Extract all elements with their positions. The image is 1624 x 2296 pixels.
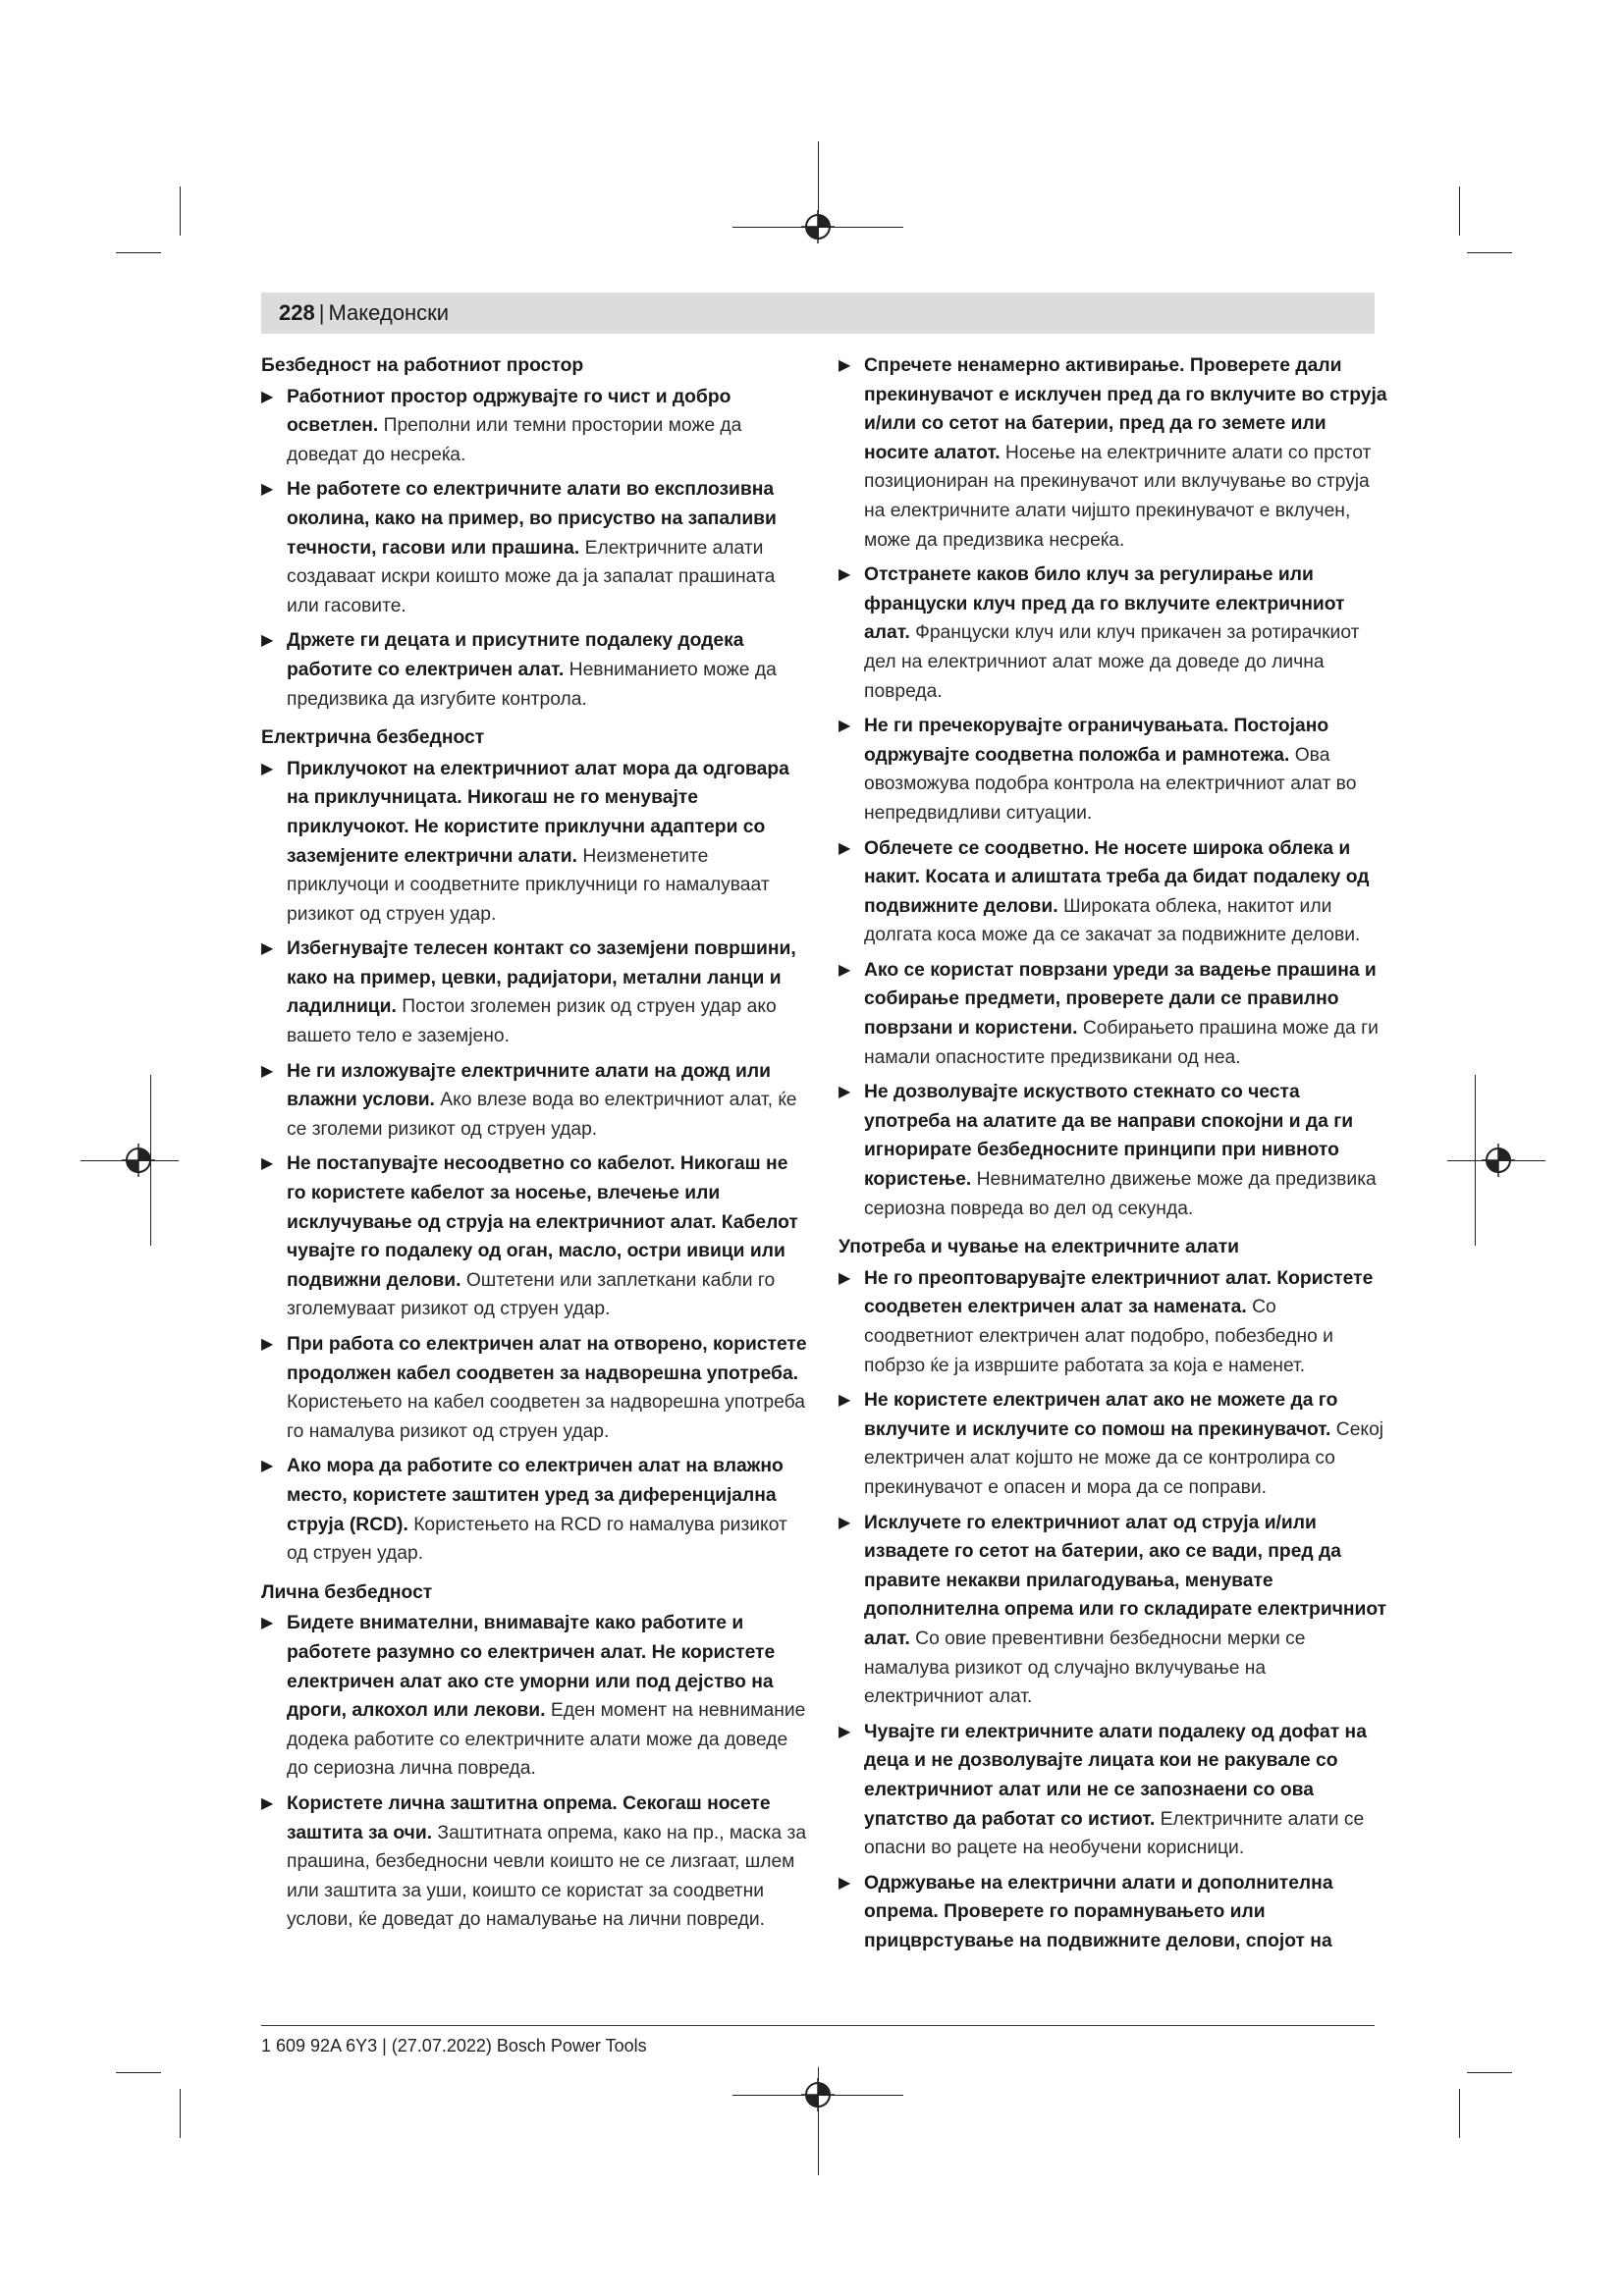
item-emphasis: Користете лична заштитна опрема. Секогаш носете заштита за очи.	[287, 1792, 771, 1843]
bullet-arrow-icon: ▶	[839, 961, 851, 979]
bullet-arrow-icon: ▶	[261, 632, 274, 650]
bullet-arrow-icon: ▶	[839, 1514, 851, 1531]
item-emphasis: Не користете електричен алат ако не можете да го вклучите и исклучите со помош на прекинувачот.	[864, 1390, 1338, 1440]
item-emphasis: Држете ги децата и присутните подалеку додека работите со електричен алат.	[287, 630, 744, 680]
footer-text: 1 609 92A 6Y3 | (27.07.2022) Bosch Power Tools	[261, 2036, 647, 2056]
item-emphasis: Спречете ненамерно активирање. Проверете дали прекинувачот е исклучен пред да го вклучите во струја и/или со сетот на батерии, пред да го земете или носите алатот.	[864, 355, 1387, 463]
bullet-arrow-icon: ▶	[839, 1084, 851, 1101]
item-body: Преполни или темни простории може да доведат до несреќа.	[287, 415, 742, 465]
registration-target-icon	[1482, 1144, 1515, 1177]
list-item	[839, 561, 1388, 706]
item-emphasis: При работа со електричен алат на отворено, користете продолжен кабел соодветен за надворешна употреба.	[287, 1334, 807, 1384]
item-body: Оштетени или заплеткани кабли го зголемуваат ризикот од струен удар.	[287, 1269, 776, 1320]
bullet-arrow-icon: ▶	[261, 388, 274, 405]
bullet-arrow-icon: ▶	[261, 760, 274, 777]
list-item	[839, 1869, 1388, 1956]
list-item	[839, 1386, 1388, 1502]
list-item	[261, 1609, 811, 1784]
bullet-arrow-icon: ▶	[261, 1794, 274, 1812]
right-column	[839, 351, 1388, 1961]
item-body: Користењето на RCD го намалува ризикот од струен удар.	[287, 1514, 787, 1565]
item-body: Електричните алати создаваат искри коишто може да ја запалат прашината или гасовите.	[287, 537, 776, 616]
list-item	[261, 1789, 811, 1935]
bullet-arrow-icon: ▶	[261, 940, 274, 958]
list-item	[261, 383, 811, 470]
bullet-arrow-icon: ▶	[839, 1269, 851, 1287]
list-item	[839, 1718, 1388, 1863]
reg-line-right-v	[1475, 1075, 1476, 1246]
page-header	[261, 293, 1375, 334]
item-emphasis: Не работете со електричните алати во експлозивна околина, како на пример, во присуство на запаливи течности, гасови или прашина.	[287, 479, 777, 559]
header-text	[279, 299, 449, 327]
item-body: Невнимателно движење може да предизвика сериозна повреда во дел од секунда.	[864, 1169, 1377, 1219]
item-body: Неизменетите приклучоци и соодветните приклучници го намалуваат ризикот од струен удар.	[287, 845, 770, 925]
footer-rule	[261, 2025, 1375, 2026]
item-body: Постои зголемен ризик од струен удар ако вашето тело е заземјено.	[287, 996, 777, 1047]
registration-target-icon	[801, 2078, 835, 2111]
bullet-arrow-icon: ▶	[261, 481, 274, 499]
crop-mark-bottom-left-h	[116, 2072, 161, 2073]
bullet-arrow-icon: ▶	[839, 357, 851, 374]
section-heading: Безбедност на работниот простор	[261, 355, 584, 376]
item-body: Заштитната опрема, како на пр., маска за прашина, безбедносни чевли коишто не се лизгаат, шлем или заштита за уши, коишто се користат за соодветни услови, ќе доведат до намалување на лични повреди.	[287, 1822, 807, 1931]
item-emphasis: Не дозволувајте искуството стекнато со честа употреба на алатите да ве направи спокојни и да ги игнорирате безбедносните принципи при нивното користење.	[864, 1082, 1354, 1191]
item-emphasis: Ако мора да работите со електричен алат на влажно место, користете заштитен уред за диференцијална струја (RCD).	[287, 1456, 784, 1535]
bullet-arrow-icon: ▶	[839, 839, 851, 857]
list-item	[839, 1509, 1388, 1712]
item-emphasis: Избегнувајте телесен контакт со заземјени површини, како на пример, цевки, радијатори, метални ланци и ладилници.	[287, 938, 796, 1018]
bullet-arrow-icon: ▶	[839, 1392, 851, 1410]
section-heading: Лична безбедност	[261, 1581, 433, 1603]
item-body: Секој електричен алат којшто не може да се контролира со прекинувачот е опасен и мора да се поправи.	[864, 1418, 1384, 1498]
crop-mark-top-left-h	[116, 252, 161, 253]
list-item	[261, 934, 811, 1050]
list-item	[839, 712, 1388, 828]
item-body: Француски клуч или клуч прикачен за ротирачкиот дел на електричниот алат може да доведе до лична повреда.	[864, 622, 1360, 702]
crop-mark-bottom-right-h	[1467, 2072, 1512, 2073]
item-emphasis: Работниот простор одржувајте го чист и добро осветлен.	[287, 386, 731, 437]
list-item	[261, 1330, 811, 1446]
bullet-arrow-icon: ▶	[261, 1062, 274, 1080]
item-body: Ова овозможува подобра контрола на електричниот алат во непредвидливи ситуации.	[864, 744, 1357, 824]
registration-target-icon	[122, 1144, 155, 1177]
item-body: Ако влезе вода во електричниот алат, ќе се зголеми ризикот од струен удар.	[287, 1090, 797, 1140]
list-item	[839, 834, 1388, 950]
crop-mark-bottom-left-v	[180, 2089, 181, 2138]
item-body: Со овие превентивни безбедносни мерки се намалува ризикот од случајно вклучување на електричниот алат.	[864, 1628, 1306, 1708]
bullet-arrow-icon: ▶	[839, 1723, 851, 1740]
item-body: Носење на електричните алати со прстот позициониран на прекинувачот или вклучување во струја на електричните алати чијшто прекинувачот е вклучен, може да предизвика несреќа.	[864, 442, 1372, 551]
header-separator: |	[318, 300, 325, 325]
item-body: Користењето на кабел соодветен за надворешна употреба го намалува ризикот од струен удар.	[287, 1392, 805, 1442]
item-body: Невниманието може да предизвика да изгубите контрола.	[287, 659, 777, 710]
item-emphasis: Отстранете каков било клуч за регулирање или француски клуч пред да го вклучите електричниот алат.	[864, 564, 1345, 644]
item-emphasis: Не ги пречекорувајте ограничувањата. Постојано одржувајте соодветна положба и рамнотежа.	[864, 716, 1329, 766]
bullet-arrow-icon: ▶	[839, 718, 851, 735]
registration-target-icon	[801, 210, 835, 243]
left-column	[261, 351, 811, 1941]
item-body: Широката облека, накитот или долгата коса може да се закачат за подвижните делови.	[864, 895, 1361, 946]
list-item	[261, 1057, 811, 1145]
crop-mark-bottom-right-v	[1459, 2089, 1460, 2138]
bullet-arrow-icon: ▶	[261, 1155, 274, 1173]
item-emphasis: Не го преоптоварувајте електричниот алат. Користете соодветен електричен алат за намената.	[864, 1267, 1374, 1318]
list-item	[839, 956, 1388, 1072]
item-emphasis: Облечете се соодветно. Не носете широка облека и накит. Косата и алиштата треба да бидат подалеку од подвижните делови.	[864, 837, 1370, 917]
list-item	[839, 1078, 1388, 1223]
item-body: Собирањето прашина може да ги намали опасностите предизвикани од неа.	[864, 1018, 1379, 1068]
list-item	[839, 1264, 1388, 1380]
item-body: Еден момент на невнимание додека работите со електричните алати може да доведе до сериозна лична повреда.	[287, 1700, 806, 1780]
section-heading: Електрична безбедност	[261, 727, 485, 749]
bullet-arrow-icon: ▶	[261, 1458, 274, 1475]
list-item	[261, 626, 811, 714]
bullet-arrow-icon: ▶	[839, 1874, 851, 1892]
bullet-arrow-icon: ▶	[261, 1336, 274, 1353]
item-emphasis: Ако се користат поврзани уреди за вадење прашина и собирање предмети, проверете дали се правилно поврзани и користени.	[864, 959, 1377, 1040]
item-emphasis: Не ги изложувајте електричните алати на дожд или влажни услови.	[287, 1060, 771, 1111]
item-emphasis: Чувајте ги електричните алати подалеку од дофат на деца и не дозволувајте лицата кои не ракувале со електричниот алат или не се запознаени со ова упатство да работат со истиот.	[864, 1721, 1367, 1830]
item-emphasis: Не постапувајте несоодветно со кабелот. Никогаш не го користете кабелот за носење, влечење или исклучување од струја на електричниот алат. Кабелот чувајте го подалеку од оган, масло, остри ивици или подвижни делови.	[287, 1153, 798, 1291]
bullet-arrow-icon: ▶	[261, 1615, 274, 1632]
crop-mark-top-left-v	[180, 187, 181, 236]
item-emphasis: Бидете внимателни, внимавајте како работите и работете разумно со електричен алат. Не користете електричен алат ако сте уморни или под дејство на дроги, алкохол или лекови.	[287, 1613, 776, 1722]
bullet-arrow-icon: ▶	[839, 566, 851, 584]
list-item	[261, 475, 811, 620]
item-emphasis: Одржување на електрични алати и дополнителна опрема. Проверете го порамнувањето или прицврстување на подвижните делови, спојот на	[864, 1872, 1333, 1951]
item-body: Со соодветниот електричен алат подобро, побезбедно и побрзо ќе ја извршите работата за која е наменет.	[864, 1297, 1333, 1376]
list-item	[261, 1149, 811, 1324]
item-emphasis: Исклучете го електричниот алат од струја и/или извадете го сетот на батерии, ако се вади, пред да правите некакви прилагодувања, менувате дополнителна опрема или го складирате електричниот алат.	[864, 1512, 1387, 1649]
item-body: Електричните алати се опасни во рацете на необучени корисници.	[864, 1808, 1365, 1859]
section-heading: Употреба и чување на електричните алати	[839, 1237, 1239, 1258]
header-language: Македонски	[328, 300, 450, 325]
list-item	[261, 1452, 811, 1568]
crop-mark-top-right-v	[1459, 187, 1460, 236]
list-item	[839, 351, 1388, 555]
item-emphasis: Приклучокот на електричниот алат мора да одговара на приклучницата. Никогаш не го менувајте приклучокот. Не користите приклучни адаптери со заземјените електрични алати.	[287, 758, 789, 867]
page-number: 228	[279, 300, 315, 325]
list-item	[261, 755, 811, 930]
crop-mark-top-right-h	[1467, 252, 1512, 253]
